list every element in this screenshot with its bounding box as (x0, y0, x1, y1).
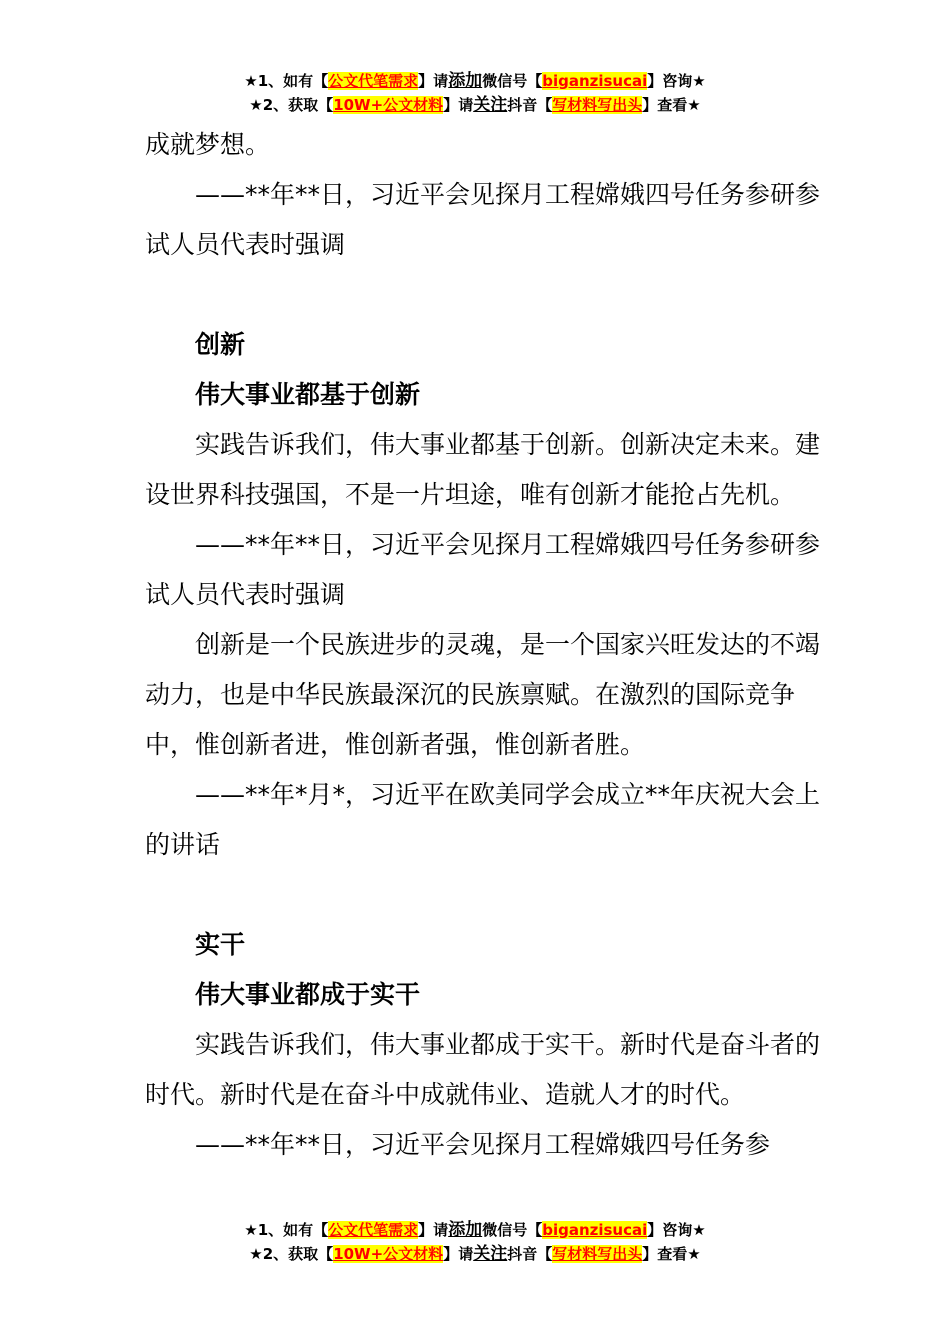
paragraph: 实践告诉我们，伟大事业都成于实干。新时代是奋斗者的时代。新时代是在奋斗中成就伟业、造就人才的时代。 (145, 1030, 821, 1109)
banner-emphasis: 关注 (473, 1244, 508, 1264)
section-subheading: 伟大事业都成于实干 (195, 980, 421, 1009)
banner-line-2 (0, 1242, 950, 1266)
quote-source: ——**年**日，习近平会见探月工程嫦娥四号任务参研参试人员代表时强调 (145, 530, 821, 609)
banner-douyin-id: 写材料写出头 (552, 96, 643, 114)
section-heading: 实干 (195, 930, 246, 959)
banner-text: 】查看★ (642, 96, 701, 114)
banner-wechat-id: biganzisucai (542, 72, 648, 90)
banner-highlight: 公文代笔需求 (328, 72, 419, 90)
spacer (145, 270, 825, 320)
banner-line-2 (0, 93, 950, 117)
quote-source: ——**年*月*，习近平在欧美同学会成立**年庆祝大会上的讲话 (145, 780, 821, 859)
banner-text: 】请 (418, 72, 449, 90)
header-banner (0, 69, 950, 117)
banner-highlight: 公文代笔需求 (328, 1221, 419, 1239)
banner-text: ★2、获取【 (249, 1245, 334, 1263)
banner-line-1 (0, 69, 950, 93)
banner-text: 】查看★ (642, 1245, 701, 1263)
banner-douyin-id: 写材料写出头 (552, 1245, 643, 1263)
banner-line-1 (0, 1218, 950, 1242)
banner-wechat-id: biganzisucai (542, 1221, 648, 1239)
banner-highlight: 10W+公文材料 (333, 1245, 444, 1263)
paragraph: 成就梦想。 (145, 130, 271, 159)
section-heading: 创新 (195, 330, 246, 359)
document-body (145, 120, 825, 1170)
banner-text: 】请 (443, 96, 474, 114)
banner-emphasis: 添加 (448, 71, 483, 91)
banner-text: ★1、如有【 (244, 1221, 329, 1239)
banner-text: 】咨询★ (647, 72, 706, 90)
banner-text: 】咨询★ (647, 1221, 706, 1239)
banner-text: 微信号【 (482, 72, 543, 90)
paragraph: 实践告诉我们，伟大事业都基于创新。创新决定未来。建设世界科技强国，不是一片坦途，唯有创新才能抢占先机。 (145, 430, 821, 509)
section-subheading: 伟大事业都基于创新 (195, 380, 421, 409)
paragraph: 创新是一个民族进步的灵魂，是一个国家兴旺发达的不竭动力，也是中华民族最深沉的民族禀赋。在激烈的国际竞争中，惟创新者进，惟创新者强，惟创新者胜。 (145, 630, 821, 759)
banner-emphasis: 关注 (473, 95, 508, 115)
banner-text: 】请 (443, 1245, 474, 1263)
quote-source: ——**年**日，习近平会见探月工程嫦娥四号任务参 (195, 1130, 771, 1159)
banner-text: 微信号【 (482, 1221, 543, 1239)
banner-text: 抖音【 (507, 96, 553, 114)
banner-text: 抖音【 (507, 1245, 553, 1263)
banner-emphasis: 添加 (448, 1220, 483, 1240)
banner-text: 】请 (418, 1221, 449, 1239)
footer-banner (0, 1218, 950, 1266)
banner-text: ★2、获取【 (249, 96, 334, 114)
banner-text: ★1、如有【 (244, 72, 329, 90)
spacer (145, 870, 825, 920)
quote-source: ——**年**日，习近平会见探月工程嫦娥四号任务参研参试人员代表时强调 (145, 180, 821, 259)
banner-highlight: 10W+公文材料 (333, 96, 444, 114)
